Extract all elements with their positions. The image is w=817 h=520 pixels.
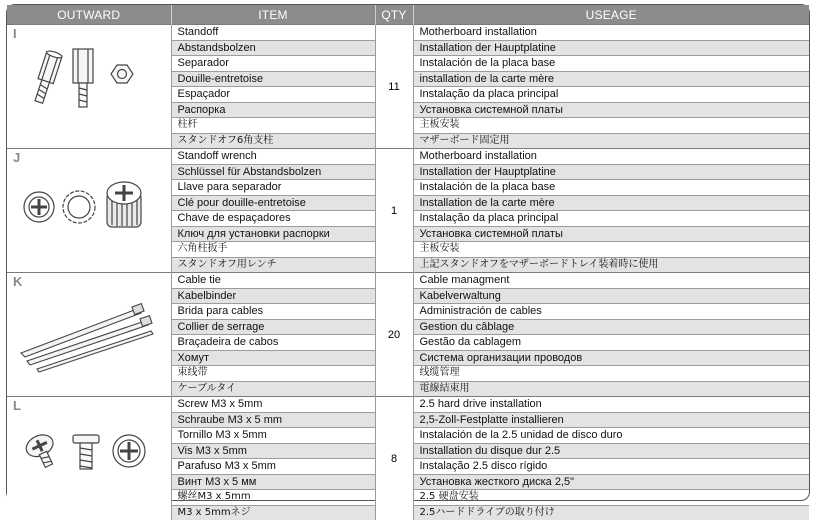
useage-cell: Gestão da cablagem: [413, 335, 809, 351]
item-cell: Kabelbinder: [171, 288, 375, 304]
item-cell: Collier de serrage: [171, 319, 375, 335]
useage-cell: Система организации проводов: [413, 350, 809, 366]
header-useage: USEAGE: [413, 5, 809, 25]
useage-cell: Gestion du câblage: [413, 319, 809, 335]
table-row: [7, 149, 809, 165]
item-cell: 柱杆: [171, 118, 375, 134]
useage-cell: Instalação 2.5 disco rígido: [413, 459, 809, 475]
useage-cell: Administración de cables: [413, 304, 809, 320]
item-cell: 六角柱扳手: [171, 242, 375, 258]
useage-cell: 上記スタンドオフをマザーボードトレイ装着時に使用: [413, 257, 809, 273]
item-cell: M3 x 5mmネジ: [171, 505, 375, 520]
useage-cell: Установка системной платы: [413, 102, 809, 118]
useage-cell: Installation de la carte mère: [413, 195, 809, 211]
item-cell: ケーブルタイ: [171, 381, 375, 397]
item-cell: Douille-entretoise: [171, 71, 375, 87]
item-cell: Cable tie: [171, 273, 375, 289]
item-cell: Brida para cables: [171, 304, 375, 320]
useage-cell: 2.5 硬盘安装: [413, 490, 809, 506]
outward-cell-k: [7, 273, 171, 397]
useage-cell: Kabelverwaltung: [413, 288, 809, 304]
item-cell: Screw M3 x 5mm: [171, 397, 375, 413]
standoff-and-nut-drawing: [17, 43, 147, 123]
item-cell: スタンドオフ用レンチ: [171, 257, 375, 273]
useage-cell: Motherboard installation: [413, 25, 809, 41]
useage-cell: Installation du disque dur 2.5: [413, 443, 809, 459]
item-cell: Llave para separador: [171, 180, 375, 196]
useage-cell: 2.5 hard drive installation: [413, 397, 809, 413]
section-letter: L: [13, 399, 21, 413]
outward-cell-i: [7, 25, 171, 149]
useage-cell: Instalação da placa principal: [413, 211, 809, 227]
useage-cell: Instalação da placa principal: [413, 87, 809, 103]
item-cell: Separador: [171, 56, 375, 72]
table-row: [7, 273, 809, 289]
useage-cell: マザーボード固定用: [413, 133, 809, 149]
table-row: [7, 25, 809, 41]
part-picture: [17, 43, 147, 127]
qty-cell: 8: [375, 397, 413, 520]
useage-cell: Instalación de la placa base: [413, 180, 809, 196]
useage-cell: 2,5-Zoll-Festplatte installieren: [413, 412, 809, 428]
outward-cell-j: [7, 149, 171, 273]
item-cell: Standoff: [171, 25, 375, 41]
useage-cell: Установка жесткого диска 2,5": [413, 474, 809, 490]
useage-cell: Motherboard installation: [413, 149, 809, 165]
item-cell: Vis M3 x 5mm: [171, 443, 375, 459]
item-cell: Ключ для установки распорки: [171, 226, 375, 242]
part-picture: [17, 291, 157, 375]
part-picture: [17, 167, 157, 241]
useage-cell: Installation der Hauptplatine: [413, 40, 809, 56]
useage-cell: 電線結束用: [413, 381, 809, 397]
item-cell: Braçadeira de cabos: [171, 335, 375, 351]
item-cell: スタンドオフ6角支柱: [171, 133, 375, 149]
item-cell: Abstandsbolzen: [171, 40, 375, 56]
item-cell: Schraube M3 x 5 mm: [171, 412, 375, 428]
item-cell: Espaçador: [171, 87, 375, 103]
screw-drawing: [17, 415, 157, 485]
part-picture: [17, 415, 157, 489]
useage-cell: Installation der Hauptplatine: [413, 164, 809, 180]
header-outward: OUTWARD: [7, 5, 171, 25]
outward-cell-l: [7, 397, 171, 520]
useage-cell: 线缆管理: [413, 366, 809, 382]
qty-cell: 1: [375, 149, 413, 273]
item-cell: 束线带: [171, 366, 375, 382]
table-row: [7, 397, 809, 413]
qty-cell: 11: [375, 25, 413, 149]
useage-cell: Instalación de la placa base: [413, 56, 809, 72]
item-cell: 螺丝M3 x 5mm: [171, 490, 375, 506]
item-cell: Clé pour douille-entretoise: [171, 195, 375, 211]
header-row: [7, 5, 809, 25]
section-letter: J: [13, 151, 20, 165]
cable-tie-drawing: [17, 291, 157, 371]
qty-cell: 20: [375, 273, 413, 397]
parts-table: [7, 5, 809, 520]
section-letter: K: [13, 275, 22, 289]
section-letter: I: [13, 27, 17, 41]
useage-cell: Cable managment: [413, 273, 809, 289]
useage-cell: 主板安装: [413, 242, 809, 258]
item-cell: Хомут: [171, 350, 375, 366]
item-cell: Schlüssel für Abstandsbolzen: [171, 164, 375, 180]
useage-cell: 主板安装: [413, 118, 809, 134]
header-qty: QTY: [375, 5, 413, 25]
useage-cell: Установка системной платы: [413, 226, 809, 242]
item-cell: Chave de espaçadores: [171, 211, 375, 227]
item-cell: Tornillo M3 x 5mm: [171, 428, 375, 444]
parts-table-frame: [6, 4, 810, 501]
useage-cell: Instalación de la 2.5 unidad de disco duro: [413, 428, 809, 444]
item-cell: Распорка: [171, 102, 375, 118]
header-item: ITEM: [171, 5, 375, 25]
item-cell: Винт M3 x 5 мм: [171, 474, 375, 490]
item-cell: Standoff wrench: [171, 149, 375, 165]
standoff-wrench-drawing: [17, 167, 157, 237]
item-cell: Parafuso M3 x 5mm: [171, 459, 375, 475]
useage-cell: installation de la carte mère: [413, 71, 809, 87]
useage-cell: 2.5ハードドライブの取り付け: [413, 505, 809, 520]
